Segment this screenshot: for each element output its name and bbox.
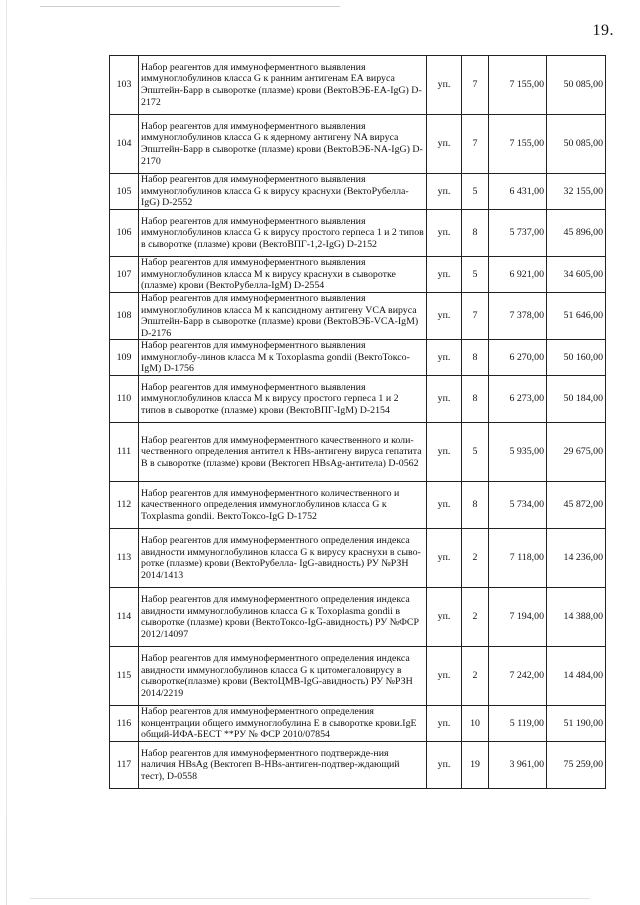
unit-price: 7 378,00 [489, 293, 547, 340]
item-description: Набор реагентов для иммуноферментного определения индекса авидности иммуноглобулинов класса G к вирусу краснухи в сыво-ротке (плазме) крови (ВектоРубелла- IgG-авидность) РУ №РЗН 2014/1413 [139, 529, 427, 588]
quantity: 5 [462, 423, 489, 482]
quantity: 7 [462, 56, 489, 115]
row-number: 109 [110, 340, 139, 376]
item-description: Набор реагентов для иммуноферментного выявления иммуноглобу-линов класса М к Toxoplasma gondii (ВектоТоксо-IgM) D-1756 [139, 340, 427, 376]
total-amount: 51 646,00 [547, 293, 606, 340]
table-row [110, 647, 606, 706]
unit: уп. [427, 210, 462, 257]
quantity: 2 [462, 529, 489, 588]
quantity: 5 [462, 257, 489, 293]
row-number: 104 [110, 115, 139, 174]
unit-price: 7 242,00 [489, 647, 547, 706]
unit: уп. [427, 482, 462, 529]
total-amount: 75 259,00 [547, 742, 606, 789]
item-description: Набор реагентов для иммуноферментного определения концентрации общего иммуноглобулина Е в сыворотке крови.IgE общий-ИФА-БЕСТ **РУ № ФСР 2010/07854 [139, 706, 427, 742]
item-description: Набор реагентов для иммуноферментного выявления иммуноглобулинов класса G к вирусу краснухи (ВектоРубелла-IgG) D-2552 [139, 174, 427, 210]
item-description: Набор реагентов для иммуноферментного подтвержде-ния наличия HBsAg (Вектогеп В-HBs-антиген-подтвер-ждающий тест), D-0558 [139, 742, 427, 789]
unit-price: 7 155,00 [489, 56, 547, 115]
quantity: 8 [462, 340, 489, 376]
item-description: Набор реагентов для иммуноферментного выявления иммуноглобулинов класса G к ранним антигенам ЕА вируса Эпштейн-Барр в сыворотке (плазме) крови (ВектоВЭБ-ЕА-IgG) D-2172 [139, 56, 427, 115]
unit-price: 6 273,00 [489, 376, 547, 423]
unit-price: 5 119,00 [489, 706, 547, 742]
table-row [110, 706, 606, 742]
item-description: Набор реагентов для иммуноферментного выявления иммуноглобулинов класса G к ядерному антигену NA вируса Эпштейн-Барр в сыворотке (плазме) крови (ВектоВЭБ-NA-IgG) D-2170 [139, 115, 427, 174]
unit: уп. [427, 293, 462, 340]
unit-price: 6 431,00 [489, 174, 547, 210]
item-description: Набор реагентов для иммуноферментного выявления иммуноглобулинов класса М к капсидному антигену VCA вируса Эпштейн-Барр в сыворотке (плазме) крови (ВектоВЭБ-VCA-IgM) D-2176 [139, 293, 427, 340]
total-amount: 50 085,00 [547, 56, 606, 115]
table-row [110, 174, 606, 210]
quantity: 2 [462, 588, 489, 647]
page-number: 19. [592, 22, 614, 39]
unit-price: 6 270,00 [489, 340, 547, 376]
item-description: Набор реагентов для иммуноферментного выявления иммуноглобулинов класса М к вирусу краснухи в сыворотке (плазме) крови (ВектоРубелла-IgM) D-2554 [139, 257, 427, 293]
total-amount: 45 872,00 [547, 482, 606, 529]
item-description: Набор реагентов для иммуноферментного определения индекса авидности иммуноглобулинов класса G к цитомегаловирусу в сыворотке(плазме) крови (ВектоЦМВ-IgG-авидность) РУ №РЗН 2014/2219 [139, 647, 427, 706]
unit-price: 7 118,00 [489, 529, 547, 588]
total-amount: 14 236,00 [547, 529, 606, 588]
unit-price: 5 737,00 [489, 210, 547, 257]
unit-price: 7 194,00 [489, 588, 547, 647]
table-row [110, 376, 606, 423]
unit: уп. [427, 529, 462, 588]
total-amount: 14 484,00 [547, 647, 606, 706]
unit-price: 6 921,00 [489, 257, 547, 293]
table-row [110, 742, 606, 789]
unit-price: 7 155,00 [489, 115, 547, 174]
unit: уп. [427, 706, 462, 742]
scan-top-line [40, 6, 340, 7]
quantity: 8 [462, 482, 489, 529]
total-amount: 34 605,00 [547, 257, 606, 293]
unit: уп. [427, 647, 462, 706]
quantity: 8 [462, 376, 489, 423]
table-row [110, 210, 606, 257]
total-amount: 50 184,00 [547, 376, 606, 423]
table-row [110, 340, 606, 376]
unit: уп. [427, 340, 462, 376]
total-amount: 29 675,00 [547, 423, 606, 482]
row-number: 117 [110, 742, 139, 789]
unit-price: 5 734,00 [489, 482, 547, 529]
unit: уп. [427, 257, 462, 293]
quantity: 7 [462, 293, 489, 340]
table-row [110, 115, 606, 174]
quantity: 5 [462, 174, 489, 210]
row-number: 113 [110, 529, 139, 588]
row-number: 110 [110, 376, 139, 423]
row-number: 106 [110, 210, 139, 257]
item-description: Набор реагентов для иммуноферментного количественного и качественного определения иммуноглобулинов класса G к Toxplasma gondii. ВектоТоксо-IgG D-1752 [139, 482, 427, 529]
table-row [110, 257, 606, 293]
unit: уп. [427, 174, 462, 210]
unit: уп. [427, 56, 462, 115]
item-description: Набор реагентов для иммуноферментного определения индекса авидности иммуноглобулинов класса G к Toxoplasma gondii в сыворотке (плазме) крови (ВектоТоксо-IgG-авидность) РУ №ФСР 2012/14097 [139, 588, 427, 647]
total-amount: 32 155,00 [547, 174, 606, 210]
table-row [110, 423, 606, 482]
unit-price: 3 961,00 [489, 742, 547, 789]
row-number: 108 [110, 293, 139, 340]
total-amount: 14 388,00 [547, 588, 606, 647]
total-amount: 50 160,00 [547, 340, 606, 376]
unit: уп. [427, 115, 462, 174]
unit: уп. [427, 742, 462, 789]
row-number: 105 [110, 174, 139, 210]
quantity: 7 [462, 115, 489, 174]
item-description: Набор реагентов для иммуноферментного качественного и коли-чественного определения антител к HBs-антигену вируса гепатита В в сыворотке (плазме) крови (Вектогеп HBsAg-антитела) D-0562 [139, 423, 427, 482]
row-number: 115 [110, 647, 139, 706]
row-number: 116 [110, 706, 139, 742]
row-number: 103 [110, 56, 139, 115]
row-number: 112 [110, 482, 139, 529]
quantity: 8 [462, 210, 489, 257]
items-table-body [110, 56, 606, 789]
unit: уп. [427, 376, 462, 423]
quantity: 10 [462, 706, 489, 742]
unit-price: 5 935,00 [489, 423, 547, 482]
table-row [110, 529, 606, 588]
table-row [110, 56, 606, 115]
item-description: Набор реагентов для иммуноферментного выявления иммуноглобулинов класса G к вирусу простого герпеса 1 и 2 типов в сыворотке (плазме) крови (ВектоВПГ-1,2-IgG) D-2152 [139, 210, 427, 257]
quantity: 19 [462, 742, 489, 789]
items-table [109, 55, 606, 789]
total-amount: 51 190,00 [547, 706, 606, 742]
row-number: 111 [110, 423, 139, 482]
table-row [110, 588, 606, 647]
total-amount: 50 085,00 [547, 115, 606, 174]
item-description: Набор реагентов для иммуноферментного выявления иммуноглобулинов класса М к вирусу простого герпеса 1 и 2 типов в сыворотке (плазме) крови (ВектоВПГ-IgM) D-2154 [139, 376, 427, 423]
table-row [110, 293, 606, 340]
row-number: 107 [110, 257, 139, 293]
total-amount: 45 896,00 [547, 210, 606, 257]
unit: уп. [427, 588, 462, 647]
row-number: 114 [110, 588, 139, 647]
unit: уп. [427, 423, 462, 482]
scan-bottom-line [30, 898, 590, 899]
scan-edge [6, 0, 7, 905]
quantity: 2 [462, 647, 489, 706]
table-row [110, 482, 606, 529]
